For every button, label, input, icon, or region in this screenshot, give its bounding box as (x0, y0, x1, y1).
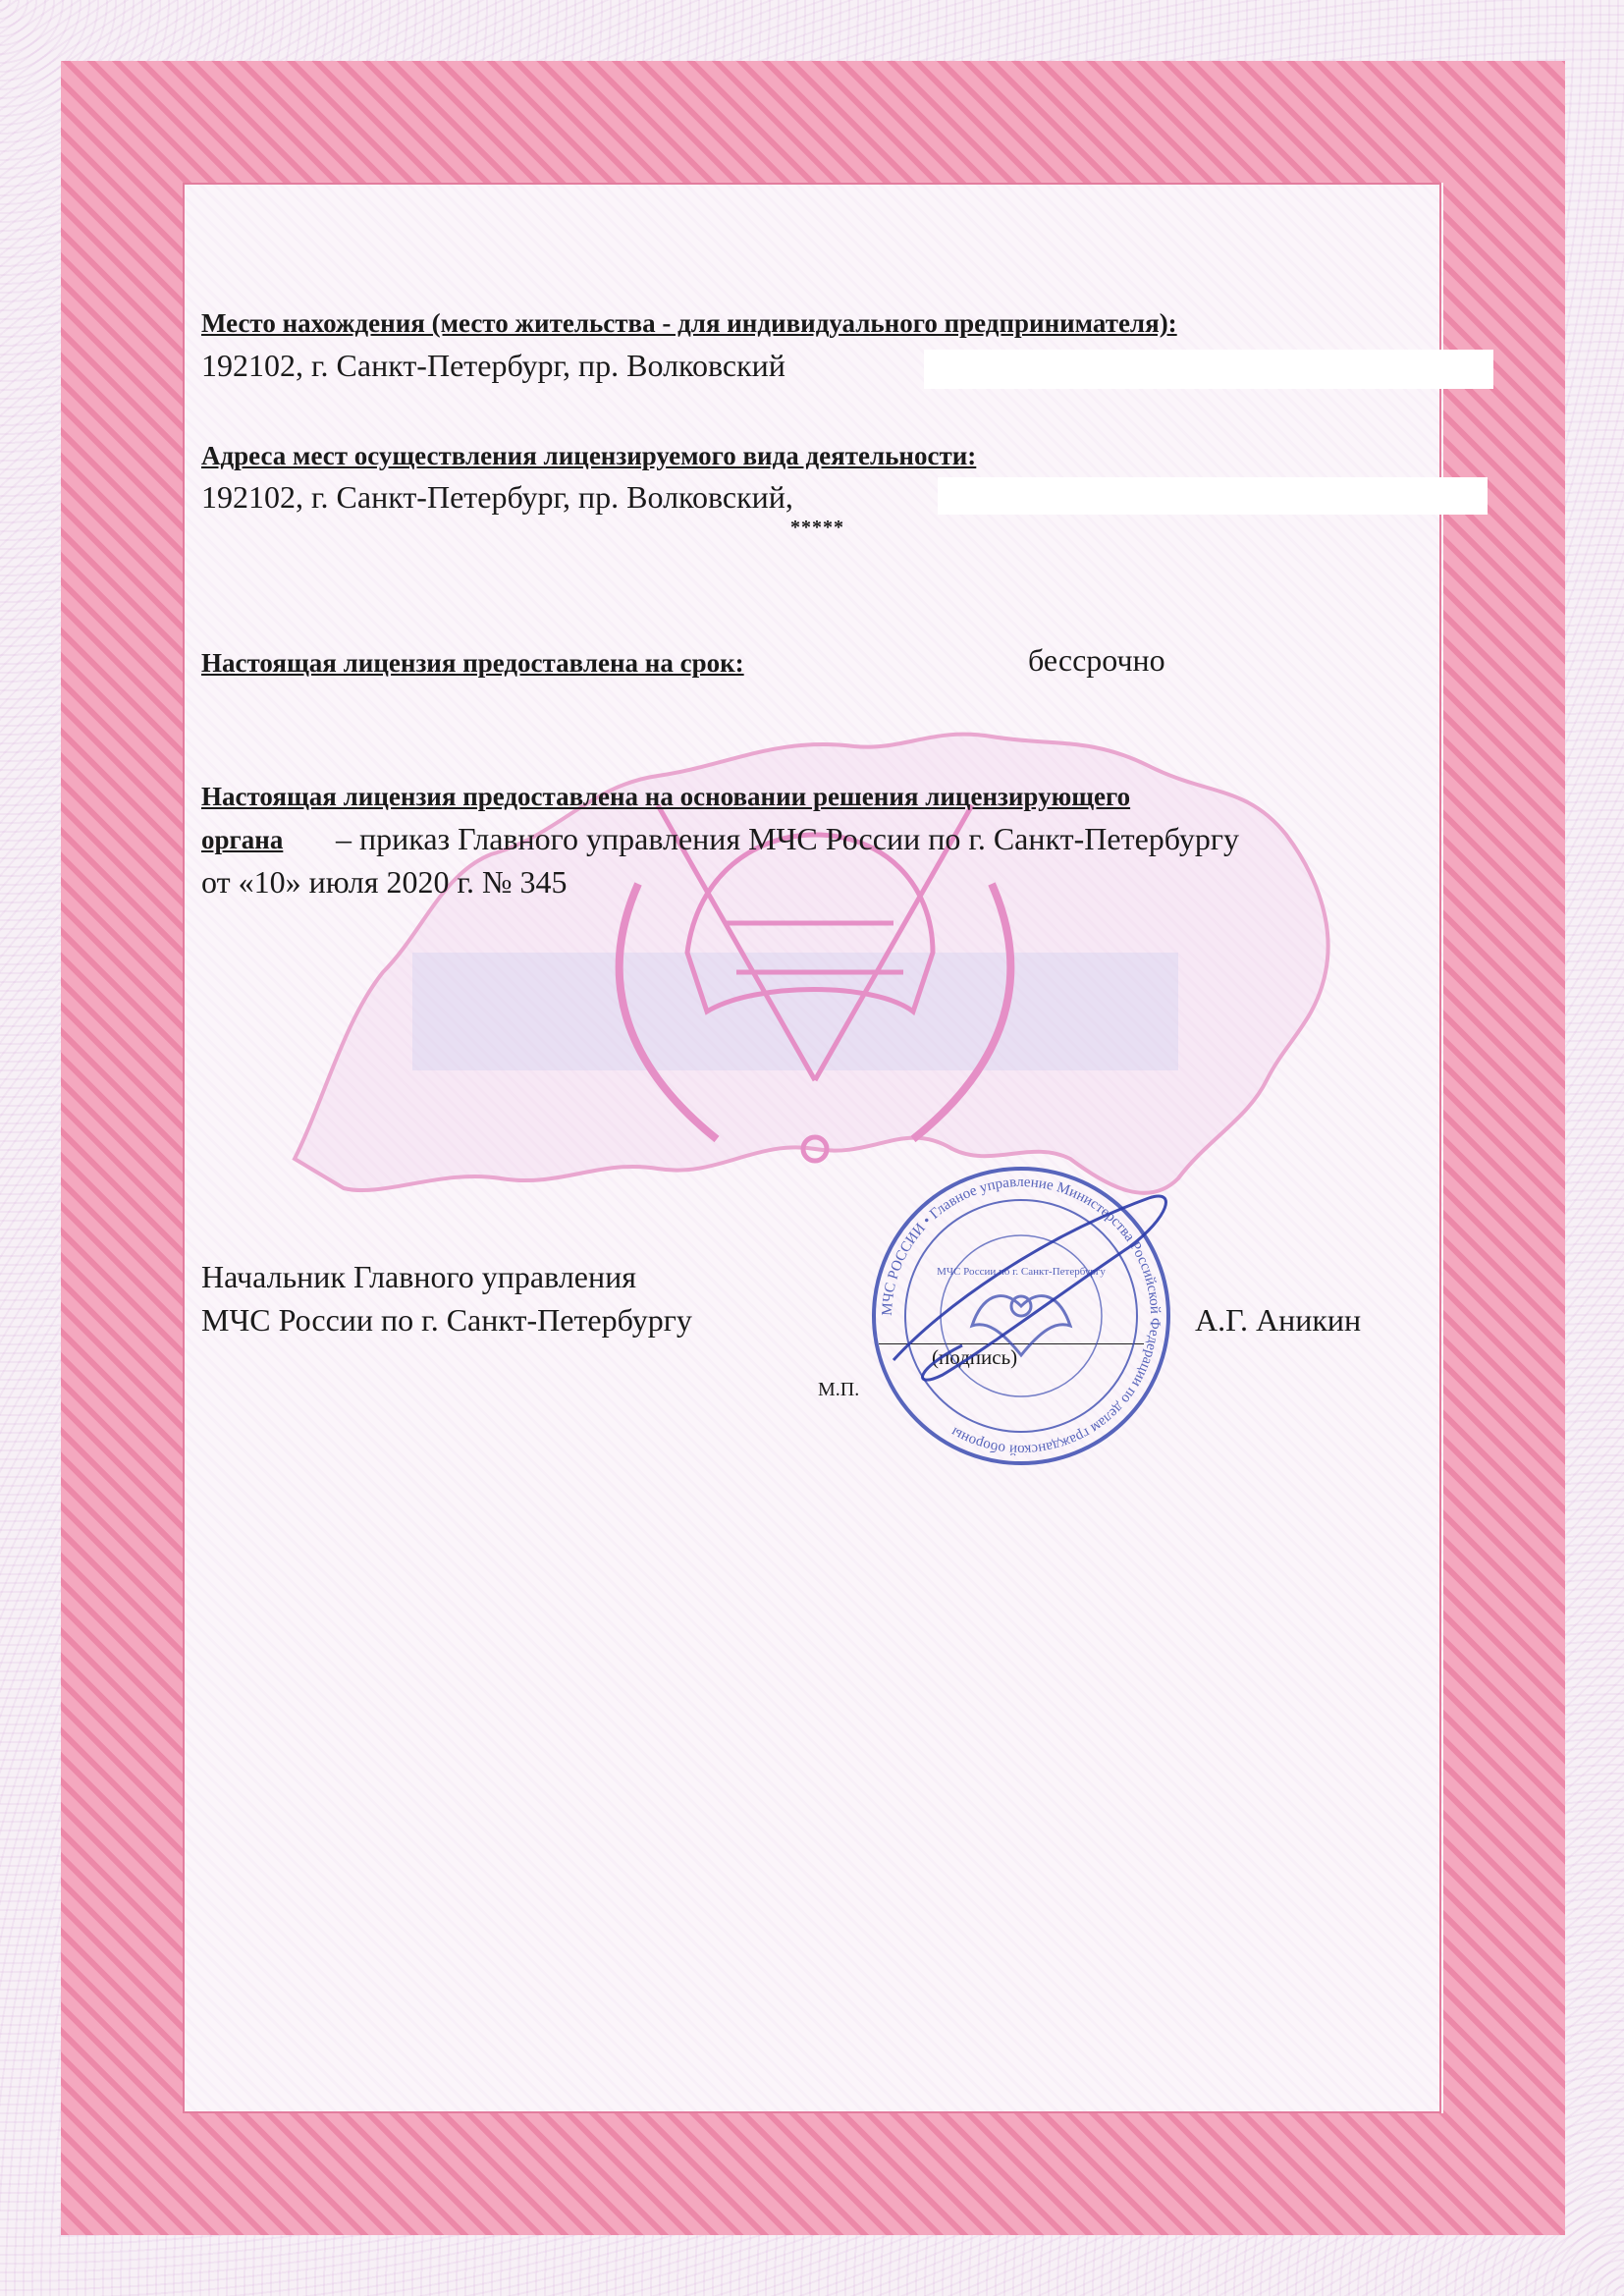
official-stamp (854, 1159, 1188, 1473)
signatory-name: А.Г. Аникин (1195, 1302, 1362, 1338)
seal-caption: М.П. (818, 1379, 860, 1400)
signatory-title-line1: Начальник Главного управления (201, 1259, 636, 1294)
redacted-area (924, 350, 1493, 389)
term-value: бессрочно (1028, 642, 1165, 678)
signatory-title-line2: МЧС России по г. Санкт-Петербургу (201, 1302, 692, 1338)
signature-caption: (подпись) (932, 1345, 1018, 1369)
activity-places-address: 192102, г. Санкт-Петербург, пр. Волковский, (201, 479, 793, 515)
basis-heading-line2: органа (201, 825, 284, 854)
location-address: 192102, г. Санкт-Петербург, пр. Волковский (201, 348, 785, 383)
term-heading: Настоящая лицензия предоставлена на срок: (201, 648, 744, 678)
stamp-ring-text: МЧС РОССИИ • Главное управление Министерства Российской Федерации по делам гражданской обороны (879, 1174, 1164, 1458)
basis-text-line2: от «10» июля 2020 г. № 345 (201, 864, 568, 900)
activity-places-heading: Адреса мест осуществления лицензируемого вида деятельности: (201, 441, 977, 470)
basis-text-line1: – приказ Главного управления МЧС России по г. Санкт-Петербургу (336, 821, 1239, 856)
redacted-area (938, 477, 1488, 515)
address-stars: ***** (790, 517, 844, 538)
stamp-inner-text: МЧС России по г. Санкт-Петербургу (937, 1266, 1106, 1278)
location-heading: Место нахождения (место жительства - для индивидуального предпринимателя): (201, 308, 1177, 338)
basis-heading-line1: Настоящая лицензия предоставлена на основании решения лицензирующего (201, 782, 1131, 811)
